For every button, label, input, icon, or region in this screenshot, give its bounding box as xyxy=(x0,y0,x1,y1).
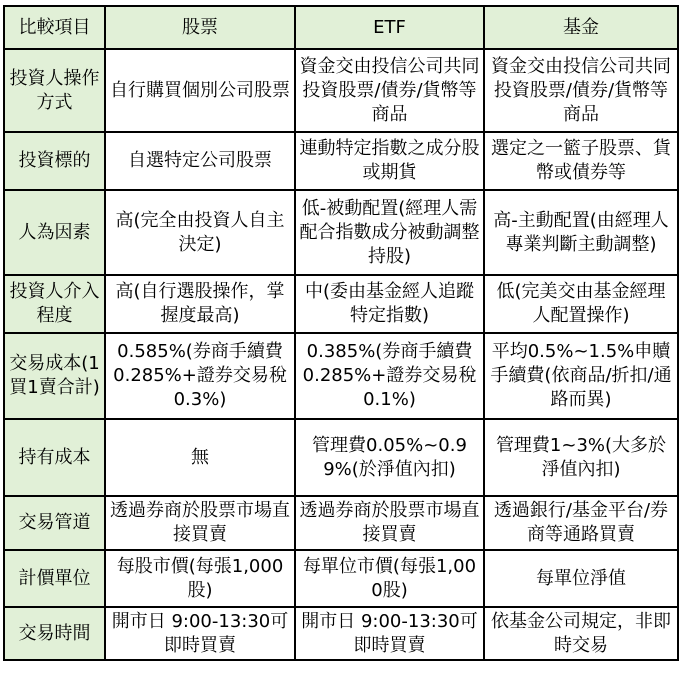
cell-stock: 開市日 9:00-13:30可即時買賣 xyxy=(105,607,295,660)
cell-fund: 選定之一籃子股票、貨幣或債券等 xyxy=(484,132,678,190)
cell-etf: 0.385%(券商手續費0.285%+證券交易稅0.1%) xyxy=(295,333,484,419)
row-label: 投資人介入程度 xyxy=(4,275,105,333)
table-row xyxy=(4,275,678,333)
cell-stock: 高(完全由投資人自主決定) xyxy=(105,190,295,275)
cell-stock: 透過券商於股票市場直接買賣 xyxy=(105,496,295,550)
cell-stock: 自選特定公司股票 xyxy=(105,132,295,190)
cell-etf: 開市日 9:00-13:30可即時買賣 xyxy=(295,607,484,660)
cell-fund: 平均0.5%~1.5%申贖手續費(依商品/折扣/通路而異) xyxy=(484,333,678,419)
row-label: 投資標的 xyxy=(4,132,105,190)
row-label: 計價單位 xyxy=(4,550,105,607)
cell-fund: 依基金公司規定，非即時交易 xyxy=(484,607,678,660)
row-label: 交易時間 xyxy=(4,607,105,660)
comparison-table xyxy=(3,5,679,661)
cell-fund: 資金交由投信公司共同投資股票/債券/貨幣等商品 xyxy=(484,49,678,132)
table-row xyxy=(4,132,678,190)
cell-stock: 自行購買個別公司股票 xyxy=(105,49,295,132)
header-stock: 股票 xyxy=(105,6,295,49)
cell-fund: 低(完美交由基金經理人配置操作) xyxy=(484,275,678,333)
cell-etf: 連動特定指數之成分股或期貨 xyxy=(295,132,484,190)
table-row xyxy=(4,190,678,275)
cell-fund: 透過銀行/基金平台/券商等通路買賣 xyxy=(484,496,678,550)
table-row xyxy=(4,496,678,550)
cell-etf: 管理費0.05%~0.99%(於淨值內扣) xyxy=(295,419,484,496)
cell-stock: 每股市價(每張1,000股) xyxy=(105,550,295,607)
table-row xyxy=(4,333,678,419)
header-etf: ETF xyxy=(295,6,484,49)
cell-etf: 中(委由基金經人追蹤特定指數) xyxy=(295,275,484,333)
row-label: 持有成本 xyxy=(4,419,105,496)
table-row xyxy=(4,550,678,607)
cell-stock: 0.585%(券商手續費0.285%+證券交易稅0.3%) xyxy=(105,333,295,419)
row-label: 人為因素 xyxy=(4,190,105,275)
header-item: 比較項目 xyxy=(4,6,105,49)
cell-fund: 每單位淨值 xyxy=(484,550,678,607)
table-row xyxy=(4,49,678,132)
cell-fund: 管理費1~3%(大多於淨值內扣) xyxy=(484,419,678,496)
cell-etf: 透過券商於股票市場直接買賣 xyxy=(295,496,484,550)
cell-etf: 資金交由投信公司共同投資股票/債券/貨幣等商品 xyxy=(295,49,484,132)
table-row xyxy=(4,419,678,496)
row-label: 交易管道 xyxy=(4,496,105,550)
cell-etf: 低-被動配置(經理人需配合指數成分被動調整持股) xyxy=(295,190,484,275)
comparison-table-container xyxy=(3,5,679,661)
cell-etf: 每單位市價(每張1,000股) xyxy=(295,550,484,607)
row-label: 交易成本(1買1賣合計) xyxy=(4,333,105,419)
header-fund: 基金 xyxy=(484,6,678,49)
table-row xyxy=(4,607,678,660)
cell-fund: 高-主動配置(由經理人專業判斷主動調整) xyxy=(484,190,678,275)
row-label: 投資人操作方式 xyxy=(4,49,105,132)
header-row xyxy=(4,6,678,49)
cell-stock: 高(自行選股操作，掌握度最高) xyxy=(105,275,295,333)
cell-stock: 無 xyxy=(105,419,295,496)
